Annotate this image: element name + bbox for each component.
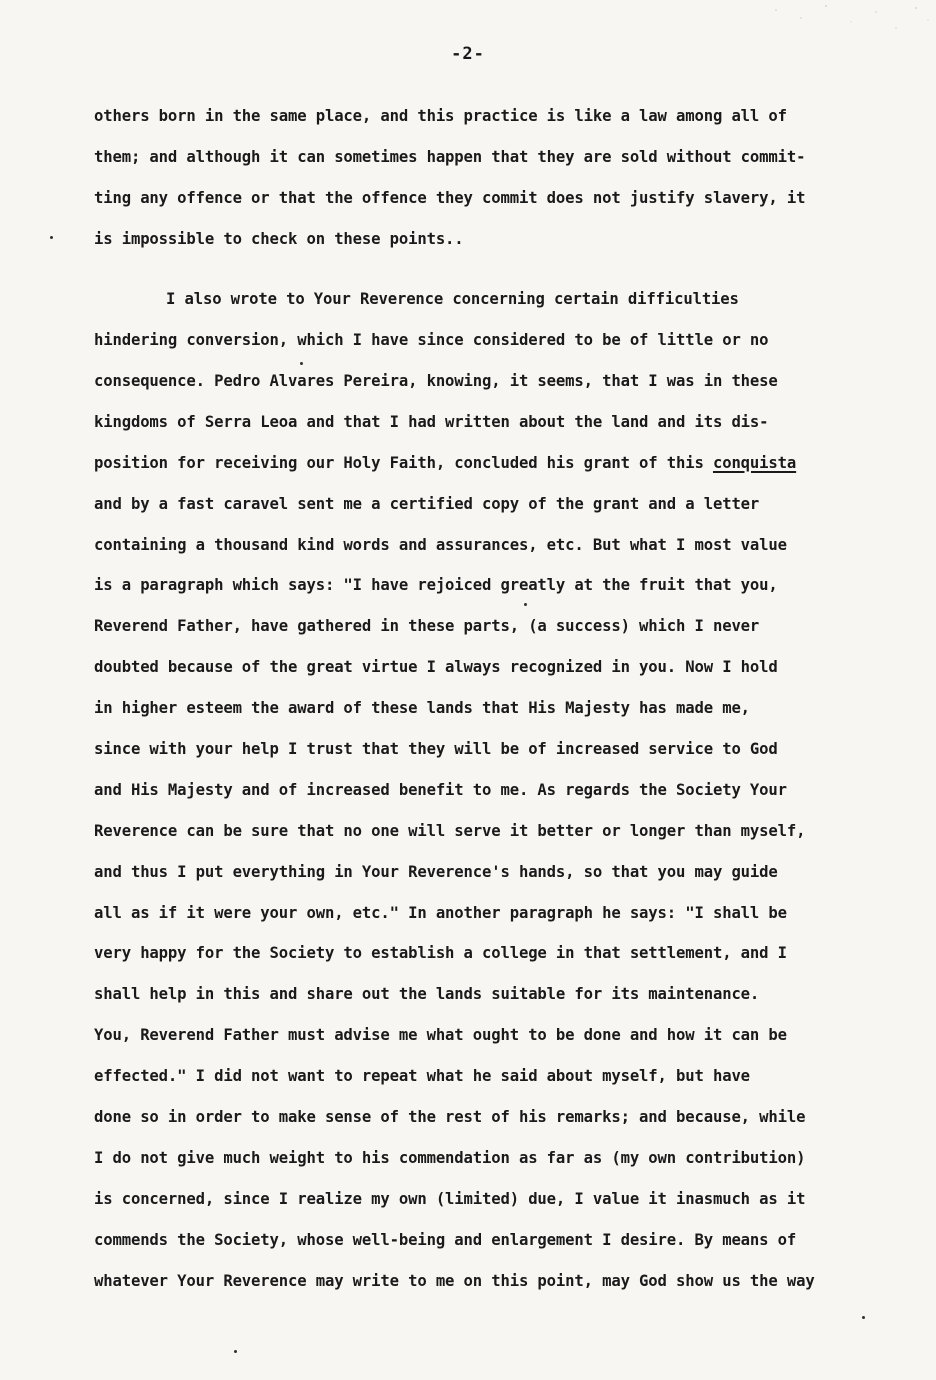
text-line: I do not give much weight to his commendation as far as (my own contribution) [94, 1148, 806, 1167]
paragraph-gap [94, 266, 884, 286]
text-line: Reverence can be sure that no one will serve it better or longer than myself, [94, 821, 806, 840]
text-line: is impossible to check on these points.. [94, 229, 464, 248]
text-line: in higher esteem the award of these lands that His Majesty has made me, [94, 699, 750, 718]
scan-speck [300, 362, 303, 365]
page-number: -2- [451, 44, 485, 64]
text-line: doubted because of the great virtue I always recognized in you. Now I hold [94, 658, 778, 677]
scan-speck [862, 1316, 865, 1319]
text-line: others born in the same place, and this practice is like a law among all of [94, 107, 787, 125]
text-line: and by a fast caravel sent me a certified copy of the grant and a letter [94, 494, 760, 513]
text-line: hindering conversion, which I have since considered to be of little or no [94, 331, 769, 350]
text-line: You, Reverend Father must advise me what ought to be done and how it can be [94, 1026, 787, 1045]
body-text [94, 102, 884, 1307]
text-line: containing a thousand kind words and assurances, etc. But what I most value [94, 535, 787, 554]
text-line: Reverend Father, have gathered in these parts, (a success) which I never [94, 617, 760, 636]
text-line: done so in order to make sense of the rest of his remarks; and because, while [94, 1107, 806, 1126]
text-line: them; and although it can sometimes happen that they are sold without commit- [94, 147, 806, 166]
text-line: kingdoms of Serra Leoa and that I had written about the land and its dis- [94, 412, 769, 431]
text-line: effected." I did not want to repeat what he said about myself, but have [94, 1067, 750, 1086]
text-line: consequence. Pedro Alvares Pereira, knowing, it seems, that I was in these [94, 371, 778, 390]
text-line: commends the Society, whose well-being and enlargement I desire. By means of [94, 1230, 797, 1249]
scan-speck [50, 236, 53, 239]
text-line: shall help in this and share out the lands suitable for its maintenance. [94, 985, 760, 1004]
text-line: ting any offence or that the offence they commit does not justify slavery, it [94, 188, 806, 207]
text-line: since with your help I trust that they will be of increased service to God [94, 739, 778, 758]
text-line: all as if it were your own, etc." In another paragraph he says: "I shall be [94, 903, 787, 922]
text-line: and His Majesty and of increased benefit to me. As regards the Society Your [94, 780, 787, 799]
underlined-word: conquista [712, 453, 797, 472]
text-line-with-underline [94, 449, 884, 490]
text-line: I also wrote to Your Reverence concerning certain difficulties [166, 290, 739, 309]
text-line: is concerned, since I realize my own (limited) due, I value it inasmuch as it [94, 1189, 806, 1208]
text-line: and thus I put everything in Your Reverence's hands, so that you may guide [94, 862, 778, 881]
text-line: very happy for the Society to establish a college in that settlement, and I [94, 944, 787, 963]
text-line: is a paragraph which says: "I have rejoiced greatly at the fruit that you, [94, 576, 778, 595]
text-line: whatever Your Reverence may write to me on this point, may God show us the way [94, 1271, 815, 1290]
scan-speck [234, 1350, 237, 1353]
scan-speck [524, 603, 527, 606]
scan-noise [756, 0, 936, 40]
text-segment: position for receiving our Holy Faith, concluded his grant of this [94, 453, 713, 472]
